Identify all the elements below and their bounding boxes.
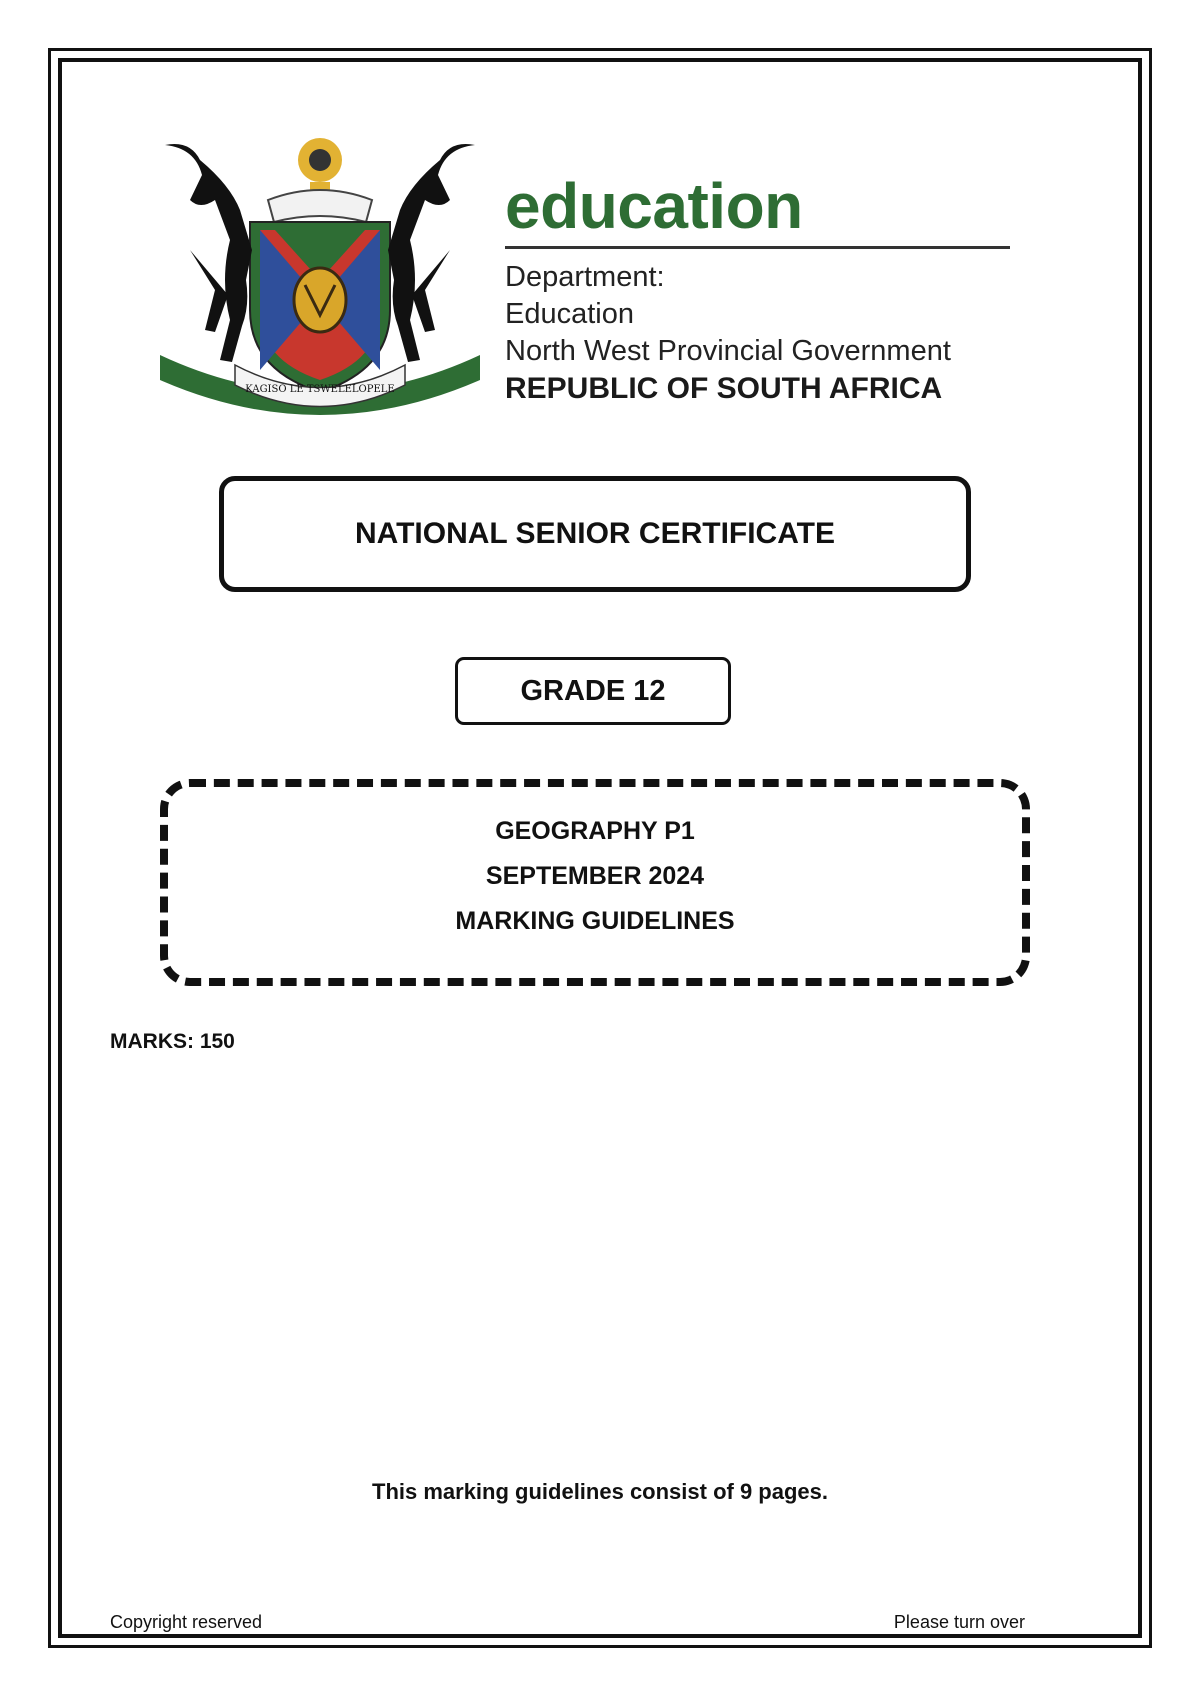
coat-of-arms-logo (160, 130, 480, 430)
subject-type: MARKING GUIDELINES (455, 907, 735, 935)
shield-icon (250, 222, 390, 392)
logo-word: education (505, 170, 803, 242)
antelope-left-icon (165, 144, 252, 362)
total-marks: MARKS: 150 (110, 1030, 235, 1053)
certificate-title: NATIONAL SENIOR CERTIFICATE (355, 517, 835, 550)
antelope-right-icon (388, 144, 475, 362)
logo-education: Education (505, 298, 634, 330)
certificate-box (219, 476, 971, 592)
subject-box (160, 779, 1030, 986)
logo-government: North West Provincial Government (505, 335, 951, 367)
logo-republic: REPUBLIC OF SOUTH AFRICA (505, 372, 943, 405)
department-logo-text (505, 170, 1015, 407)
sunflower-icon (298, 138, 342, 196)
footer-turn-over: Please turn over (893, 1612, 1025, 1632)
logo-rule (505, 246, 1010, 249)
grade-box (455, 657, 731, 725)
subject-paper: GEOGRAPHY P1 (495, 817, 695, 845)
grade-title: GRADE 12 (520, 674, 666, 707)
subject-date: SEPTEMBER 2024 (485, 862, 705, 890)
logo-department: Department: (505, 261, 665, 293)
crest-motto: KAGISO LE TSWELELOPELE (245, 384, 395, 395)
page-count-note: This marking guidelines consist of 9 pages. (372, 1479, 828, 1504)
footer-copyright: Copyright reserved (110, 1612, 263, 1632)
